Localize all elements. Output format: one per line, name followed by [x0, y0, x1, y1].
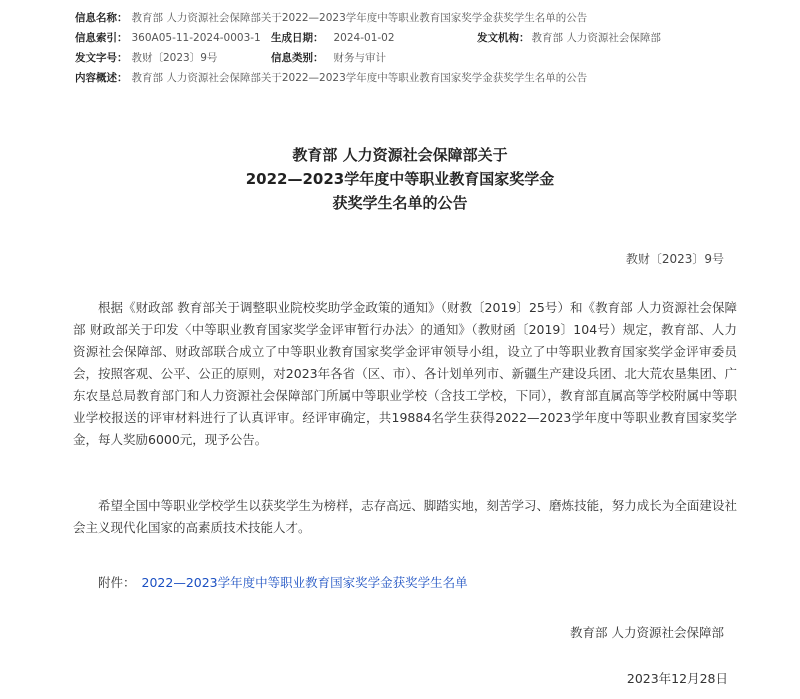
meta-index-label: 信息索引：	[75, 32, 128, 44]
title-line-3: 获奖学生名单的公告	[332, 194, 468, 212]
meta-row-name	[75, 8, 765, 28]
meta-docno-label: 发文字号：	[75, 52, 128, 64]
metadata-block	[75, 8, 765, 88]
document-title	[100, 143, 700, 215]
attachment	[98, 573, 468, 591]
meta-summary-value: 教育部 人力资源社会保障部关于2022—2023学年度中等职业教育国家奖学金获奖学生名单的公告	[131, 72, 588, 84]
meta-index-value: 360A05-11-2024-0003-1	[131, 32, 261, 44]
body-paragraph-1: 根据《财政部 教育部关于调整职业院校奖助学金政策的通知》（财教〔2019〕25号）和《教育部 人力资源社会保障部 财政部关于印发〈中等职业教育国家奖学金评审暂行办法〉的通知》（教财函〔2019〕104号）规定，教育部、人力资源社会保障部、财政部联合成立了中等职业教育国家奖学金评审领导小组，设立了中等职业教育国家奖学金评审委员会，按照客观、公平、公正的原则，对2023年各省（区、市）、各计划单列市、新疆生产建设兵团、北大荒农垦集团、广东农垦总局教育部门和人力资源社会保障部门所属中等职业学校（含技工学校，下同），教育部直属高等学校附属中等职业学校报送的评审材料进行了认真评审。经评审确定，共19884名学生获得2022—2023学年度中等职业教育国家奖学金，每人奖励6000元，现予公告。	[73, 300, 737, 447]
meta-row-summary	[75, 68, 765, 88]
attachment-link[interactable]: 2022—2023学年度中等职业教育国家奖学金获奖学生名单	[141, 575, 468, 590]
title-line-2: 2022—2023学年度中等职业教育国家奖学金	[245, 170, 555, 188]
meta-row-docno	[75, 48, 765, 68]
title-line-1: 教育部 人力资源社会保障部关于	[292, 146, 508, 164]
meta-name-value: 教育部 人力资源社会保障部关于2022—2023学年度中等职业教育国家奖学金获奖学生名单的公告	[131, 12, 588, 24]
meta-issuer-value: 教育部 人力资源社会保障部	[531, 32, 661, 44]
document-number: 教财〔2023〕9号	[625, 252, 724, 266]
meta-row-index	[75, 28, 765, 48]
meta-docno-value: 教财〔2023〕9号	[131, 52, 218, 64]
signature: 教育部 人力资源社会保障部	[570, 625, 724, 640]
meta-name-label: 信息名称：	[75, 12, 128, 24]
meta-issuer-label: 发文机构：	[477, 32, 530, 44]
meta-date-label: 生成日期：	[271, 32, 324, 44]
meta-category-value: 财务与审计	[333, 52, 386, 64]
body-paragraph-2: 希望全国中等职业学校学生以获奖学生为榜样，志存高远、脚踏实地，刻苦学习、磨炼技能，努力成长为全面建设社会主义现代化国家的高素质技术技能人才。	[73, 498, 737, 535]
meta-category-label: 信息类别：	[271, 52, 324, 64]
attachment-label: 附件：	[98, 575, 136, 590]
meta-summary-label: 内容概述：	[75, 72, 128, 84]
sign-date: 2023年12月28日	[626, 671, 728, 686]
meta-date-value: 2024-01-02	[333, 32, 395, 44]
